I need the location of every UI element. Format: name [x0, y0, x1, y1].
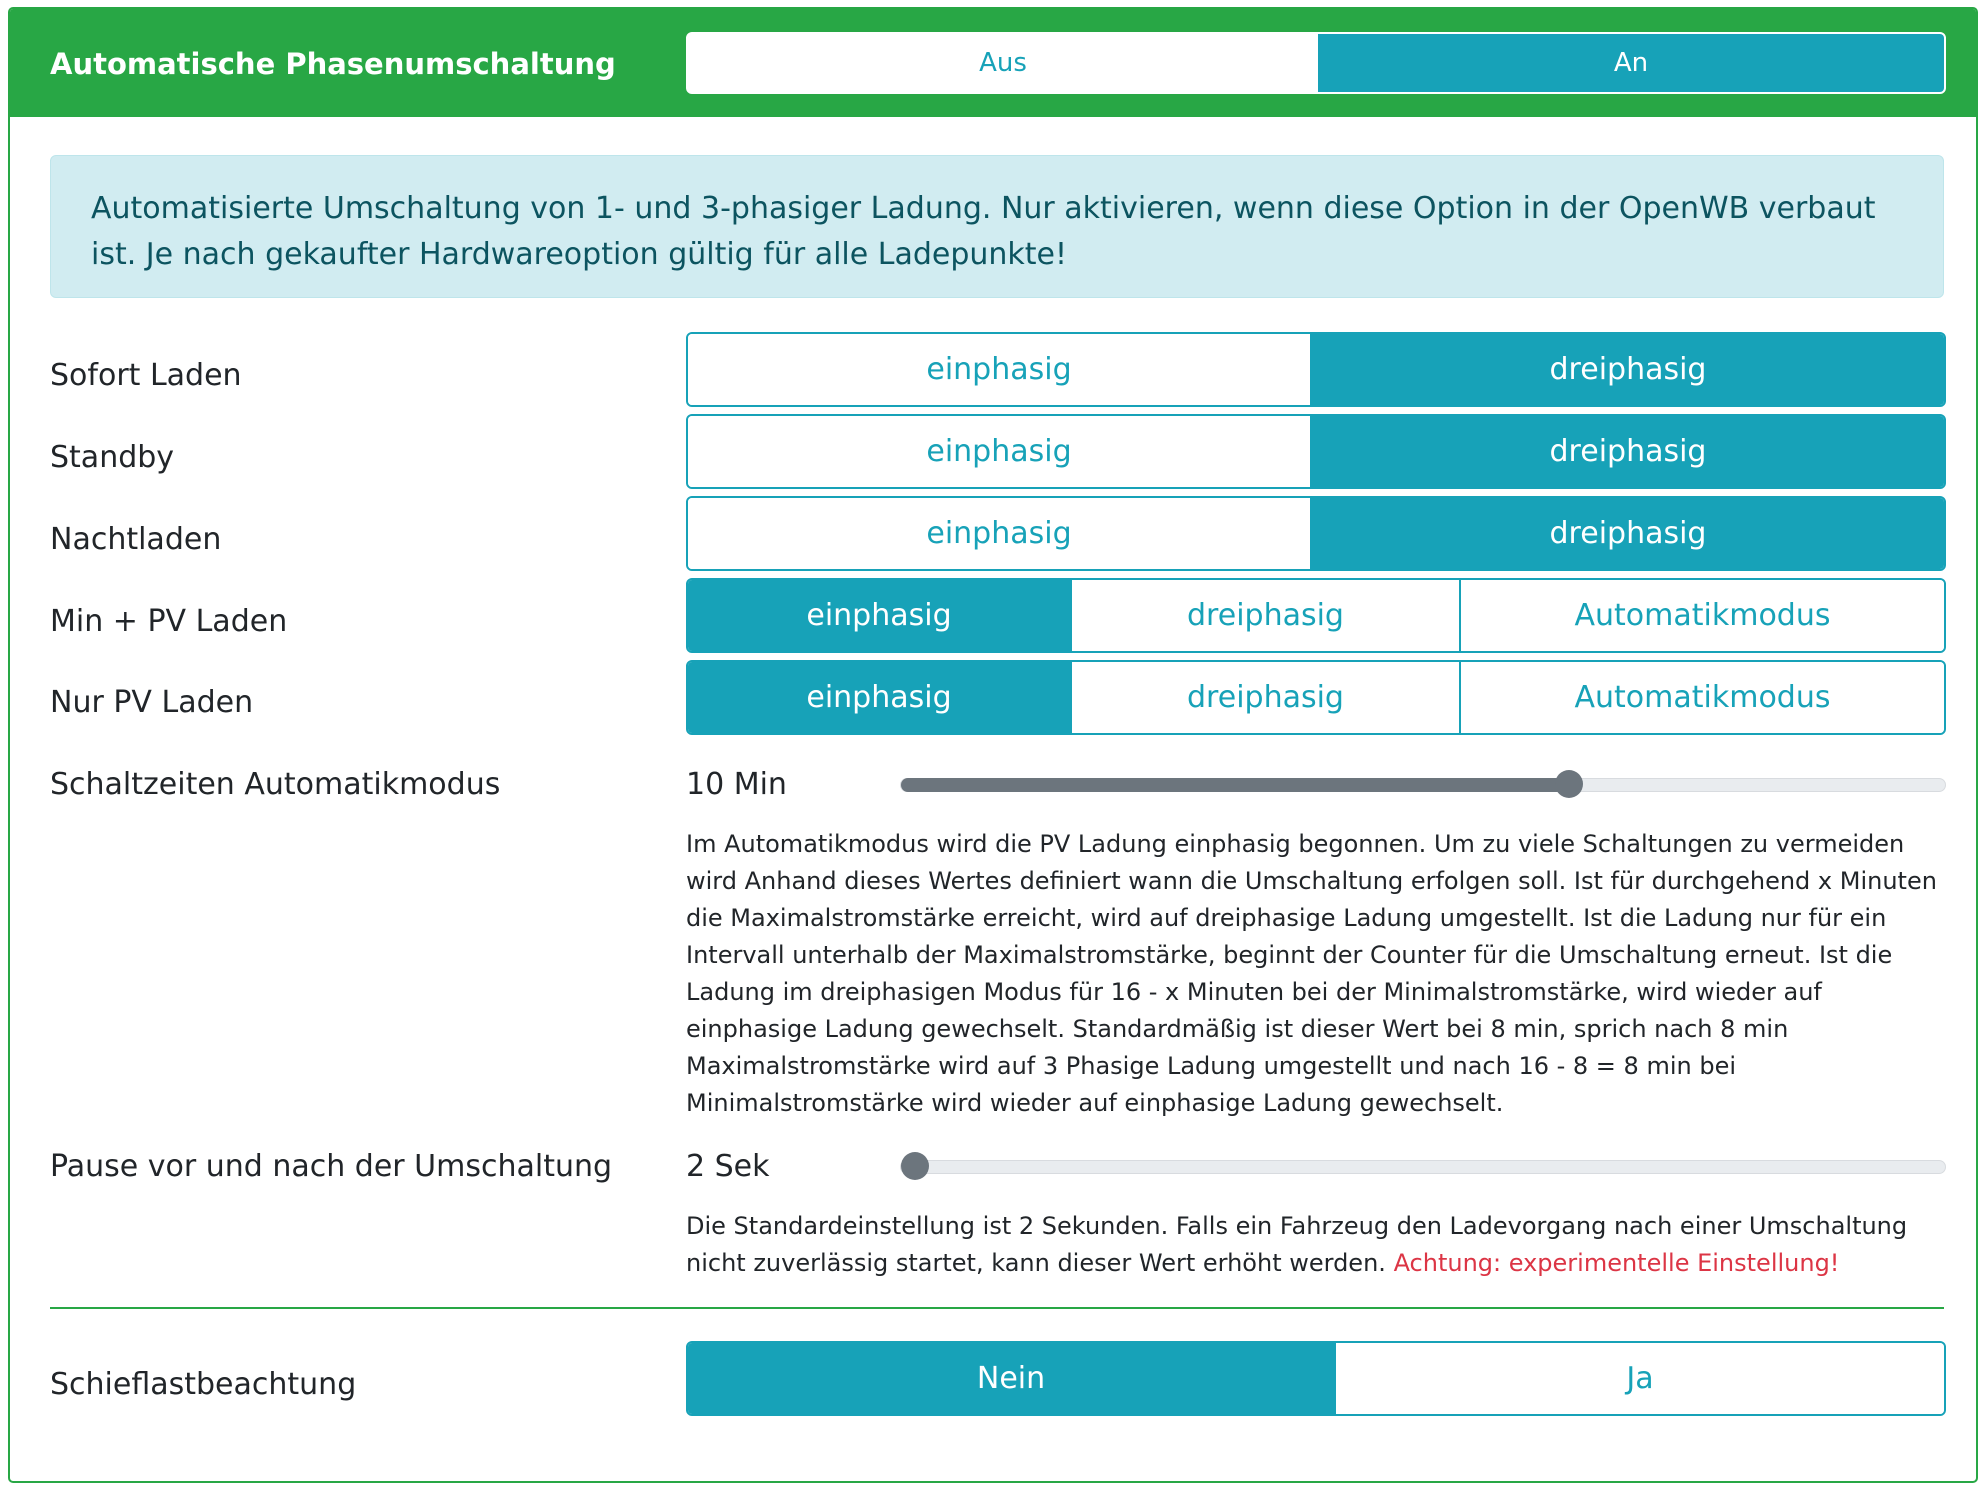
min-pv-laden-label: Min + PV Laden — [50, 604, 288, 639]
schieflast-ja-button[interactable]: Ja — [1334, 1343, 1944, 1414]
nachtladen-dreiphasig-button[interactable]: dreiphasig — [1310, 498, 1944, 569]
schaltzeiten-help: Im Automatikmodus wird die PV Ladung einphasig begonnen. Um zu viele Schaltungen zu vermeiden wird Anhand dieses Wertes definiert wann die Umschaltung erfolgen soll. Ist für durchgehend x Minuten die Maximalstromstärke erreicht, wird auf dreiphasige Ladung umgestellt. Ist die Ladung nur für ein Intervall unterhalb der Maximalstromstärke, beginnt der Counter für die Umschaltung erneut. Ist die Ladung im dreiphasigen Modus für 16 - x Minuten bei der Minimalstromstärke, wird wieder auf einphasige Ladung gewechselt. Standardmäßig ist dieser Wert bei 8 min, sprich nach 8 min Maximalstromstärke wird auf 3 Phasige Ladung umgestellt und nach 16 - 8 = 8 min bei Minimalstromstärke wird wieder auf einphasige Ladung gewechselt. — [686, 830, 1937, 1117]
schaltzeiten-value: 10 Min — [686, 767, 787, 802]
standby-group — [686, 414, 1946, 489]
sofort-laden-label: Sofort Laden — [50, 358, 242, 393]
info-alert: Automatisierte Umschaltung von 1- und 3-phasiger Ladung. Nur aktivieren, wenn diese Option in der OpenWB verbaut ist. Je nach gekaufter Hardwareoption gültig für alle Ladepunkte! — [50, 155, 1944, 298]
pause-warning: Achtung: experimentelle Einstellung! — [1393, 1249, 1840, 1277]
min-pv-laden-group — [686, 578, 1946, 653]
nachtladen-group — [686, 496, 1946, 571]
standby-dreiphasig-button[interactable]: dreiphasig — [1310, 416, 1944, 487]
sofort-laden-einphasig-button[interactable]: einphasig — [688, 334, 1310, 405]
sofort-laden-dreiphasig-button[interactable]: dreiphasig — [1310, 334, 1944, 405]
pause-slider[interactable] — [900, 1160, 1946, 1174]
pause-label: Pause vor und nach der Umschaltung — [50, 1149, 613, 1184]
nur-pv-laden-group — [686, 660, 1946, 735]
sofort-laden-group — [686, 332, 1946, 407]
schaltzeiten-slider-fill — [901, 778, 1569, 792]
schieflast-label: Schieflastbeachtung — [50, 1367, 357, 1402]
toggle-off-button[interactable]: Aus — [688, 34, 1318, 92]
card-title: Automatische Phasenumschaltung — [50, 47, 616, 81]
phase-switch-toggle — [686, 32, 1946, 94]
schieflast-group — [686, 1341, 1946, 1416]
pause-slider-thumb[interactable] — [901, 1152, 929, 1180]
nur-pv-laden-label: Nur PV Laden — [50, 685, 254, 720]
nachtladen-einphasig-button[interactable]: einphasig — [688, 498, 1310, 569]
schaltzeiten-slider[interactable] — [900, 778, 1946, 792]
min-pv-einphasig-button[interactable]: einphasig — [688, 580, 1070, 651]
schieflast-nein-button[interactable]: Nein — [688, 1343, 1334, 1414]
section-divider — [50, 1307, 1944, 1309]
phase-switch-card — [8, 7, 1978, 1483]
card-header — [10, 9, 1976, 117]
pause-help-text: Die Standardeinstellung ist 2 Sekunden. Falls ein Fahrzeug den Ladevorgang nach einer Umschaltung nicht zuverlässig startet, kann dieser Wert erhöht werden. — [686, 1212, 1908, 1277]
nur-pv-automatikmodus-button[interactable]: Automatikmodus — [1459, 662, 1944, 733]
nur-pv-dreiphasig-button[interactable]: dreiphasig — [1070, 662, 1459, 733]
schaltzeiten-slider-thumb[interactable] — [1555, 770, 1583, 798]
nur-pv-einphasig-button[interactable]: einphasig — [688, 662, 1070, 733]
schaltzeiten-label: Schaltzeiten Automatikmodus — [50, 767, 501, 802]
min-pv-automatikmodus-button[interactable]: Automatikmodus — [1459, 580, 1944, 651]
toggle-on-button[interactable]: An — [1318, 34, 1944, 92]
pause-help — [686, 1208, 1956, 1282]
standby-label: Standby — [50, 440, 175, 475]
nachtladen-label: Nachtladen — [50, 522, 222, 557]
standby-einphasig-button[interactable]: einphasig — [688, 416, 1310, 487]
min-pv-dreiphasig-button[interactable]: dreiphasig — [1070, 580, 1459, 651]
pause-value: 2 Sek — [686, 1149, 770, 1184]
